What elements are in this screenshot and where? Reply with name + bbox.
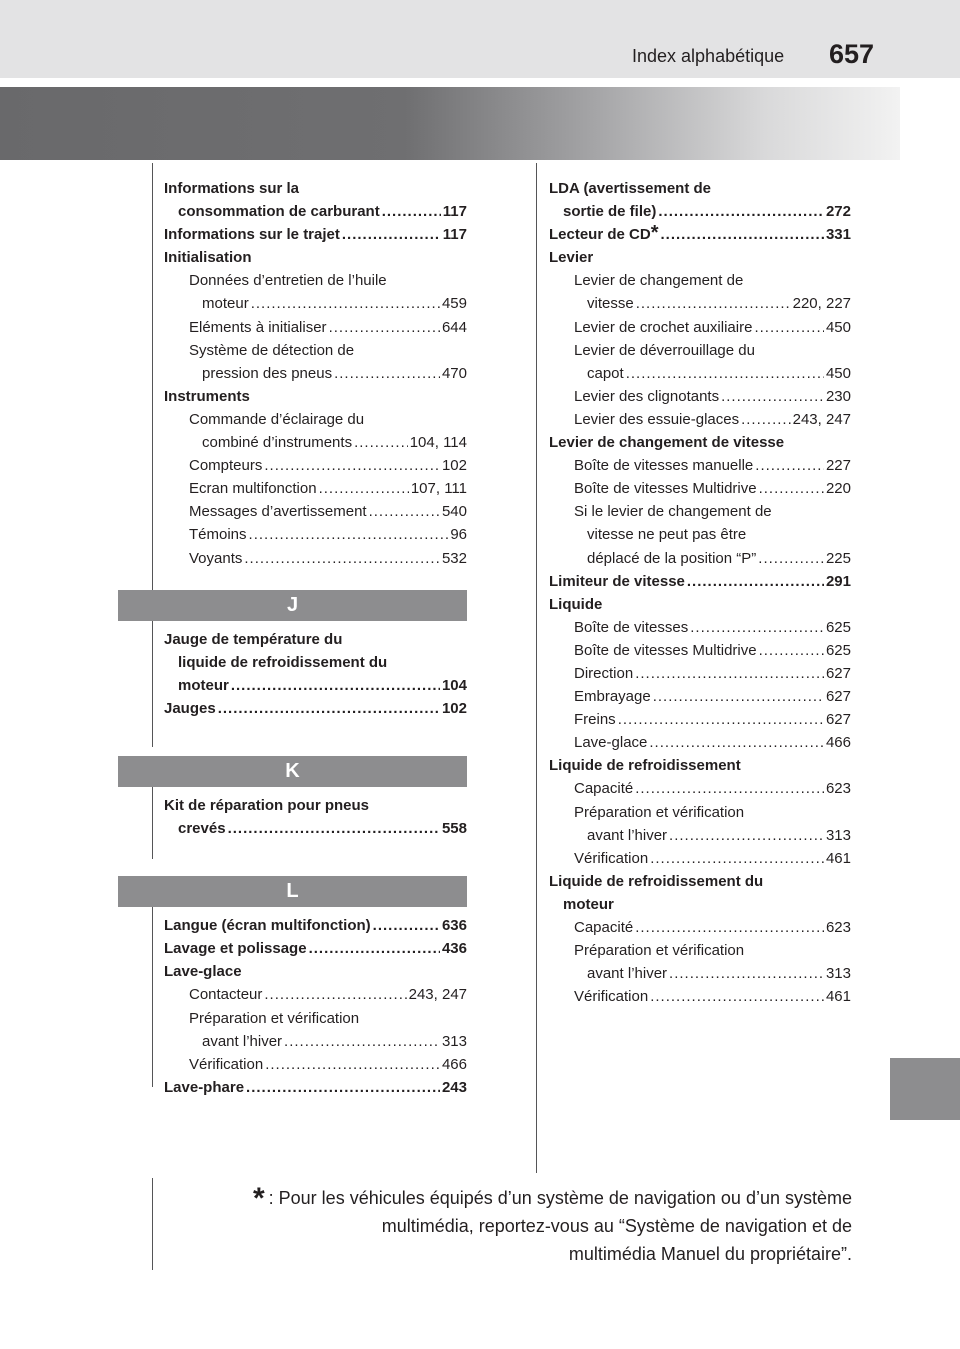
entry-page-ref: 220 <box>825 480 851 498</box>
dot-leader <box>373 914 440 937</box>
entry-term: Vérification <box>574 988 649 1006</box>
index-entry <box>164 937 467 960</box>
page-header-bar <box>0 0 960 78</box>
entry-page-ref: 243, 247 <box>792 410 851 428</box>
index-entry <box>549 777 851 800</box>
index-entry <box>549 870 851 893</box>
entry-term: Préparation et vérification <box>189 1009 360 1027</box>
entry-page-ref: 313 <box>441 1032 467 1050</box>
dot-leader <box>759 477 824 500</box>
index-entry <box>164 960 467 983</box>
entry-term: Levier de changement de vitesse <box>549 434 785 452</box>
entry-page-ref: 104 <box>441 676 467 694</box>
dot-leader <box>342 223 441 246</box>
index-entry <box>549 962 851 985</box>
index-entry <box>164 697 467 720</box>
dot-leader <box>635 662 824 685</box>
right-entries <box>549 177 851 1008</box>
index-entry <box>164 431 467 454</box>
entry-term: Instruments <box>164 387 250 405</box>
index-entry <box>164 651 467 674</box>
entry-term: Voyants <box>189 549 243 567</box>
index-entry <box>549 570 851 593</box>
entry-term: liquide de refroidissement du <box>178 653 388 671</box>
index-entry <box>549 454 851 477</box>
section-j-entries <box>164 628 467 720</box>
index-entry <box>549 292 851 315</box>
dot-leader <box>759 639 824 662</box>
entry-page-ref: 313 <box>825 965 851 983</box>
index-entry <box>164 454 467 477</box>
index-entry <box>549 847 851 870</box>
running-header-title: Index alphabétique <box>632 46 785 66</box>
index-entry <box>164 523 467 546</box>
entry-term: Vérification <box>574 849 649 867</box>
entry-term: Si le levier de changement de <box>574 503 772 521</box>
left-margin-rule <box>152 163 153 747</box>
index-entry <box>164 817 467 840</box>
footnote-line-2: multimédia, reportez-vous au “Système de navigation et de <box>381 1216 852 1236</box>
entry-term: Compteurs <box>189 457 263 475</box>
entry-term: Limiteur de vitesse <box>549 572 685 590</box>
footnote-text-1: : Pour les véhicules équipés d’un système de navigation ou d’un système <box>268 1188 852 1208</box>
entry-term: consommation de carburant <box>178 203 380 221</box>
entry-term: Capacité <box>574 780 634 798</box>
index-entry <box>549 431 851 454</box>
entry-page-ref: 623 <box>825 919 851 936</box>
index-entry <box>164 914 467 937</box>
entry-term: moteur <box>202 295 249 313</box>
entry-term: Données d’entretien de l’huile <box>189 272 387 290</box>
index-entry <box>549 408 851 431</box>
dot-leader <box>741 408 791 431</box>
section-header-k: K <box>118 756 467 787</box>
index-entry <box>549 939 851 962</box>
entry-page-ref: 623 <box>825 780 851 798</box>
index-entry <box>549 500 851 523</box>
entry-term: Boîte de vitesses Multidrive <box>574 641 757 659</box>
dot-leader <box>754 316 824 339</box>
entry-page-ref: 558 <box>441 820 467 838</box>
entry-page-ref: 532 <box>441 549 467 567</box>
entry-term: avant l’hiver <box>202 1032 283 1050</box>
entry-page-ref: 627 <box>825 664 851 682</box>
entry-term: Lave-glace <box>164 963 242 981</box>
entry-term: Contacteur <box>189 986 263 1004</box>
dot-leader <box>650 847 824 870</box>
entry-term: moteur <box>178 676 229 694</box>
index-entry <box>164 983 467 1006</box>
dot-leader <box>249 523 449 546</box>
entry-term: crevés <box>178 820 226 838</box>
index-entry <box>549 985 851 1008</box>
entry-term: Boîte de vitesses manuelle <box>574 457 754 475</box>
dot-leader <box>636 292 791 315</box>
dot-leader <box>231 674 440 697</box>
entry-page-ref: 636 <box>441 917 467 935</box>
index-entry <box>164 1053 467 1076</box>
index-entry <box>164 1030 467 1053</box>
entry-term: Levier de changement de <box>574 272 744 290</box>
dot-leader <box>246 1076 440 1099</box>
dot-leader <box>284 1030 440 1053</box>
index-entry <box>164 500 467 523</box>
index-entry <box>164 1007 467 1030</box>
entry-page-ref: 230 <box>825 387 851 405</box>
index-entry <box>164 362 467 385</box>
index-entry <box>164 408 467 431</box>
entry-page-ref: 461 <box>825 988 851 1006</box>
entry-term: Eléments à initialiser <box>189 318 327 336</box>
entry-term: Levier de déverrouillage du <box>574 341 755 359</box>
entry-term: Boîte de vitesses <box>574 618 689 636</box>
dot-leader <box>690 616 824 639</box>
dot-leader <box>626 362 824 385</box>
entry-term: Embrayage <box>574 688 651 706</box>
footnote-star: * <box>252 1182 265 1215</box>
index-entry <box>549 662 851 685</box>
index-entry <box>549 916 851 939</box>
right-index-column <box>549 177 851 1008</box>
entry-page-ref: 459 <box>441 295 467 313</box>
index-entry <box>164 177 467 200</box>
dot-leader <box>264 454 440 477</box>
entry-term: Lavage et polissage <box>164 940 307 958</box>
index-entry <box>549 893 851 916</box>
entry-page-ref: 466 <box>441 1055 467 1073</box>
entry-term: Direction <box>574 664 634 682</box>
entry-term: Levier <box>549 249 594 267</box>
dot-leader <box>334 362 440 385</box>
entry-page-ref: 450 <box>825 318 851 336</box>
entry-term: Commande d’éclairage du <box>189 410 365 428</box>
entry-page-ref: 461 <box>825 849 851 867</box>
entry-term: Liquide de refroidissement du <box>549 872 764 890</box>
entry-page-ref: 466 <box>825 734 851 752</box>
dot-leader <box>264 983 406 1006</box>
dot-leader <box>635 916 824 939</box>
entry-term: avant l’hiver <box>587 826 668 844</box>
index-entry <box>164 794 467 817</box>
entry-term: sortie de file) <box>563 203 657 221</box>
index-entry <box>549 339 851 362</box>
dot-leader <box>218 697 440 720</box>
left-margin-rule-2 <box>152 787 153 859</box>
index-entry <box>549 639 851 662</box>
dot-leader <box>653 685 824 708</box>
index-entry <box>164 200 467 223</box>
entry-term: combiné d’instruments <box>202 434 353 452</box>
chapter-thumb-tab <box>890 1058 960 1120</box>
entry-term: Informations sur la <box>164 180 300 197</box>
entry-page-ref: 331 <box>825 226 851 244</box>
entry-page-ref: 243 <box>441 1078 467 1096</box>
dot-leader <box>354 431 408 454</box>
index-entry <box>549 177 851 200</box>
index-entry <box>164 246 467 269</box>
entry-page-ref: 625 <box>825 641 851 659</box>
index-entry <box>549 246 851 269</box>
entry-term: Freins <box>574 711 616 729</box>
entry-page-ref: 117 <box>442 226 467 244</box>
entry-term: moteur <box>563 895 614 913</box>
entry-page-ref: 96 <box>450 526 467 544</box>
dot-leader <box>228 817 440 840</box>
index-entry <box>164 547 467 570</box>
index-entry <box>164 292 467 315</box>
index-entry <box>549 708 851 731</box>
index-entry <box>549 477 851 500</box>
dot-leader <box>309 937 440 960</box>
entry-page-ref: 225 <box>825 549 851 567</box>
entry-term: Levier des clignotants <box>574 387 720 405</box>
entry-page-ref: 220, 227 <box>792 295 851 313</box>
dot-leader <box>244 547 440 570</box>
footnote-line-1 <box>252 1182 852 1215</box>
index-entry <box>549 269 851 292</box>
dot-leader <box>618 708 824 731</box>
left-margin-rule-3 <box>152 893 153 1087</box>
entry-page-ref: 627 <box>825 688 851 706</box>
entry-page-ref: 470 <box>441 364 467 382</box>
entry-term: Lave-phare <box>164 1078 245 1096</box>
entry-term: Vérification <box>189 1055 264 1073</box>
entry-page-ref: 272 <box>825 203 851 221</box>
entry-page-ref: 313 <box>825 826 851 844</box>
entry-term: Initialisation <box>164 249 252 267</box>
section-l-entries <box>164 914 467 1099</box>
entry-term: déplacé de la position “P” <box>587 549 757 567</box>
entry-term: LDA (avertissement de <box>549 180 711 197</box>
index-entry <box>164 674 467 697</box>
page-number: 657 <box>829 39 875 69</box>
dot-leader <box>319 477 409 500</box>
index-entry <box>549 754 851 777</box>
index-entry <box>549 801 851 824</box>
dot-leader <box>758 547 824 570</box>
left-entries <box>164 177 467 570</box>
entry-term: Témoins <box>189 526 247 544</box>
entry-term: Ecran multifonction <box>189 480 317 498</box>
decorative-gradient-band <box>0 87 900 160</box>
dot-leader <box>661 223 824 246</box>
index-entry <box>549 685 851 708</box>
entry-page-ref: 107, 111 <box>410 480 467 498</box>
index-entry <box>549 385 851 408</box>
entry-term: Messages d’avertissement <box>189 503 367 521</box>
index-entry <box>549 824 851 847</box>
index-entry <box>164 316 467 339</box>
index-entry <box>164 269 467 292</box>
entry-page-ref: 450 <box>825 364 851 382</box>
entry-term: Système de détection de <box>189 341 355 359</box>
dot-leader <box>721 385 824 408</box>
dot-leader <box>687 570 824 593</box>
entry-term: Liquide <box>549 595 603 613</box>
entry-term: vitesse ne peut pas être <box>587 526 747 544</box>
footnote-line-3: multimédia Manuel du propriétaire”. <box>568 1244 852 1264</box>
dot-leader <box>369 500 440 523</box>
index-entry <box>164 385 467 408</box>
dot-leader <box>650 985 824 1008</box>
dot-leader <box>658 200 824 223</box>
entry-page-ref: 104, 114 <box>409 434 467 452</box>
entry-term: Préparation et vérification <box>574 942 745 960</box>
index-entry <box>164 1076 467 1099</box>
index-entry <box>549 547 851 570</box>
index-entry <box>164 223 467 246</box>
entry-term: Levier de crochet auxiliaire <box>574 318 753 336</box>
index-entry <box>164 477 467 500</box>
entry-page-ref: 644 <box>441 318 467 336</box>
footnote-margin-rule <box>152 1178 153 1270</box>
entry-term: Kit de réparation pour pneus <box>164 796 370 814</box>
entry-page-ref: 625 <box>825 618 851 636</box>
entry-page-ref: 243, 247 <box>408 986 467 1004</box>
entry-term: Boîte de vitesses Multidrive <box>574 480 757 498</box>
entry-page-ref: 102 <box>441 457 467 475</box>
entry-page-ref: 291 <box>825 572 851 590</box>
entry-term: pression des pneus <box>202 364 333 382</box>
entry-term: Préparation et vérification <box>574 803 745 821</box>
section-header-l: L <box>118 876 467 907</box>
index-entry <box>549 523 851 546</box>
column-divider <box>536 163 537 1173</box>
index-entry <box>164 339 467 362</box>
index-entry <box>549 731 851 754</box>
footnote <box>253 1184 852 1268</box>
index-entry <box>549 616 851 639</box>
entry-term: Jauge de température du <box>164 630 343 648</box>
dot-leader <box>382 200 441 223</box>
entry-page-ref: 436 <box>441 940 467 958</box>
entry-page-ref: 117 <box>442 203 467 221</box>
entry-term: Capacité <box>574 919 634 936</box>
dot-leader <box>635 777 824 800</box>
entry-page-ref: 102 <box>441 699 467 717</box>
index-entry <box>549 362 851 385</box>
entry-page-ref: 540 <box>441 503 467 521</box>
entry-term: Lave-glace <box>574 734 648 752</box>
section-k-entries <box>164 794 467 840</box>
dot-leader <box>755 454 824 477</box>
index-entry <box>549 593 851 616</box>
entry-term: Lecteur de CD <box>549 226 651 244</box>
dot-leader <box>669 824 824 847</box>
entry-term: Jauges <box>164 699 216 717</box>
dot-leader <box>329 316 440 339</box>
entry-term: Langue (écran multifonction) <box>164 917 371 935</box>
index-entry: Lecteur de CD * ..... 331 <box>549 223 851 246</box>
dot-leader <box>649 731 824 754</box>
entry-term: Liquide de refroidissement <box>549 757 741 775</box>
entry-page-ref: 627 <box>825 711 851 729</box>
left-index-column <box>164 177 467 1099</box>
entry-term: Levier des essuie-glaces <box>574 410 740 428</box>
entry-term: vitesse <box>587 295 634 313</box>
section-header-j: J <box>118 590 467 621</box>
entry-term: capot <box>587 364 624 382</box>
dot-leader <box>669 962 824 985</box>
dot-leader <box>265 1053 440 1076</box>
entry-page-ref: 227 <box>825 457 851 475</box>
index-entry <box>549 200 851 223</box>
dot-leader <box>251 292 440 315</box>
entry-term: Informations sur le trajet <box>164 226 340 244</box>
index-entry <box>164 628 467 651</box>
index-entry <box>549 316 851 339</box>
entry-term: avant l’hiver <box>587 965 668 983</box>
